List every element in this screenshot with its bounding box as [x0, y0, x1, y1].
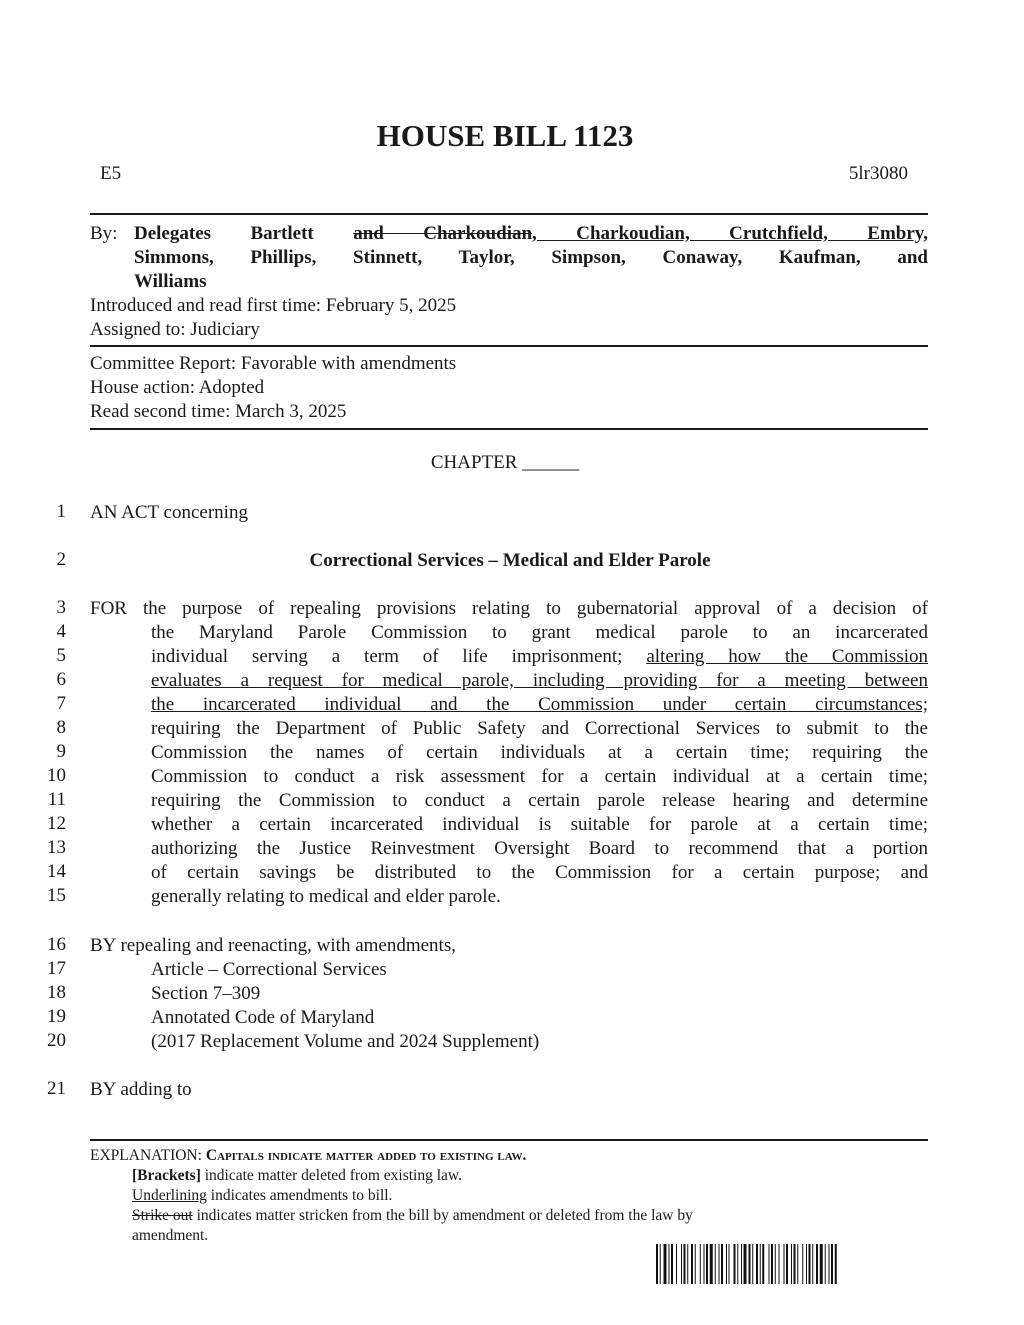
purpose-line: requiring the Department of Public Safety and Correctional Services to submit to the [151, 718, 928, 739]
barcode-icon [656, 1244, 904, 1284]
line-number: 5 [56, 645, 66, 666]
barcode-bar [734, 1244, 736, 1284]
committee-divider-top [90, 345, 928, 347]
explanation-underlining [90, 1186, 928, 1206]
explanation-block [90, 1146, 928, 1246]
citation-line: Article – Correctional Services [151, 959, 387, 980]
line-number: 12 [47, 813, 66, 834]
barcode-bar [744, 1244, 747, 1284]
barcode-bar [806, 1244, 807, 1284]
amendment-line: the incarcerated individual and the Commission under certain circumstances; [151, 694, 928, 715]
barcode-bar [676, 1244, 677, 1284]
barcode-bar [756, 1244, 758, 1284]
barcode-bar [762, 1244, 764, 1284]
brackets-sample: [Brackets] [132, 1167, 201, 1184]
subject-code: E5 [100, 163, 122, 184]
barcode-bar [775, 1244, 776, 1284]
sponsor-struck: and Charkoudian [353, 223, 533, 244]
explanation-brackets [90, 1166, 928, 1186]
barcode-bar [687, 1244, 688, 1284]
barcode-bar [794, 1244, 796, 1284]
committee-report: Committee Report: Favorable with amendments [90, 353, 457, 374]
by-label: By: [90, 223, 118, 244]
barcode-bar [835, 1244, 837, 1284]
line-number: 11 [47, 789, 66, 810]
strike-note: indicates matter stricken from the bill by amendment or deleted from the law by [192, 1207, 693, 1224]
purpose-line: whether a certain incarcerated individual is suitable for parole at a certain time; [151, 814, 928, 835]
barcode-bar [831, 1244, 833, 1284]
barcode-bar [710, 1244, 713, 1284]
line-number: 20 [47, 1030, 66, 1051]
act-heading: AN ACT concerning [90, 502, 248, 523]
barcode-bar [671, 1244, 673, 1284]
line-number: 21 [47, 1078, 66, 1099]
barcode-bar [706, 1244, 708, 1284]
barcode-bar [791, 1244, 792, 1284]
barcode-bar [802, 1244, 803, 1284]
barcode-bar [771, 1244, 773, 1284]
purpose-line [151, 645, 928, 669]
barcode-bar [809, 1244, 811, 1284]
explanation-strike [90, 1206, 928, 1226]
line-number: 13 [47, 837, 66, 858]
barcode-bar [812, 1244, 813, 1284]
barcode-bar [741, 1244, 742, 1284]
amendment-line: evaluates a request for medical parole, including providing for a meeting between [151, 670, 928, 691]
barcode-bar [737, 1244, 738, 1284]
line-number: 18 [47, 982, 66, 1003]
brackets-note: indicate matter deleted from existing law. [200, 1167, 462, 1184]
line-number: 6 [56, 669, 66, 690]
committee-divider-bottom [90, 428, 928, 430]
sponsor-added-1: , Charkoudian, Crutchfield, Embry, [532, 223, 929, 244]
barcode-bar [729, 1244, 730, 1284]
by-clause: BY repealing and reenacting, with amendments, [90, 935, 456, 956]
line-number: 8 [56, 717, 66, 738]
barcode-bar [691, 1244, 693, 1284]
header-divider [90, 213, 928, 215]
barcode-bar [660, 1244, 661, 1284]
sponsor-added-3: Williams [134, 271, 207, 292]
barcode-bar [769, 1244, 770, 1284]
introduced-date: Introduced and read first time: February 5, 2025 [90, 295, 457, 316]
barcode-bar [656, 1244, 658, 1284]
explanation-label: EXPLANATION: [90, 1147, 206, 1164]
committee-block [90, 352, 456, 424]
line-number: 1 [56, 501, 66, 522]
bill-title: HOUSE BILL 1123 [376, 118, 634, 153]
line-number: 19 [47, 1006, 66, 1027]
assigned-committee: Assigned to: Judiciary [90, 319, 260, 340]
bill-subject: Correctional Services – Medical and Elder Parole [309, 550, 711, 571]
line-number: 3 [56, 597, 66, 618]
purpose-text: individual serving a term of life imprisonment; [151, 646, 647, 667]
barcode-bar [797, 1244, 798, 1284]
second-reading: Read second time: March 3, 2025 [90, 401, 347, 422]
barcode-bar [786, 1244, 788, 1284]
explanation-divider [90, 1139, 928, 1141]
explanation-capitals [90, 1146, 928, 1166]
barcode-bar [752, 1244, 753, 1284]
sponsor-lead: Delegates Bartlett [134, 223, 314, 244]
barcode-bar [749, 1244, 751, 1284]
purpose-line: authorizing the Justice Reinvestment Oversight Board to recommend that a portion [151, 838, 928, 859]
barcode-bar [784, 1244, 785, 1284]
line-number: 10 [47, 765, 66, 786]
barcode-bar [760, 1244, 761, 1284]
barcode-bar [704, 1244, 705, 1284]
barcode-bar [664, 1244, 667, 1284]
chapter-line: CHAPTER ______ [430, 452, 580, 473]
barcode-bar [825, 1244, 826, 1284]
line-number: 17 [47, 958, 66, 979]
purpose-line: FOR the purpose of repealing provisions relating to gubernatorial approval of a decision of [90, 598, 928, 619]
barcode-bar [681, 1244, 682, 1284]
barcode-bar [820, 1244, 823, 1284]
purpose-line: generally relating to medical and elder parole. [151, 886, 501, 907]
barcode-bar [779, 1244, 780, 1284]
line-number: 2 [56, 549, 66, 570]
barcode-bar [719, 1244, 720, 1284]
underlining-sample: Underlining [132, 1187, 207, 1204]
citation-line: Annotated Code of Maryland [151, 1007, 375, 1028]
barcode-bar [684, 1244, 686, 1284]
barcode-bar [726, 1244, 727, 1284]
barcode-bar [721, 1244, 723, 1284]
sponsor-list [134, 222, 928, 246]
purpose-line: the Maryland Parole Commission to grant medical parole to an incarcerated [151, 622, 928, 643]
barcode-bar [816, 1244, 818, 1284]
line-number: 9 [56, 741, 66, 762]
explanation-strike-cont: amendment. [132, 1227, 209, 1244]
line-number: 15 [47, 885, 66, 906]
sponsor-added-2: Simmons, Phillips, Stinnett, Taylor, Simpson, Conaway, Kaufman, and [134, 247, 928, 268]
house-action: House action: Adopted [90, 377, 265, 398]
barcode-bar [700, 1244, 701, 1284]
barcode-bar [829, 1244, 830, 1284]
purpose-line: Commission the names of certain individuals at a certain time; requiring the [151, 742, 928, 763]
purpose-line: requiring the Commission to conduct a certain parole release hearing and determine [151, 790, 928, 811]
capitals-note: Capitals indicate matter added to existing law. [205, 1147, 527, 1164]
barcode-bar [695, 1244, 696, 1284]
barcode-bar [669, 1244, 670, 1284]
purpose-line: of certain savings be distributed to the Commission for a certain purpose; and [151, 862, 928, 883]
sponsor-block [90, 222, 928, 342]
barcode-bar [715, 1244, 716, 1284]
citation-line: (2017 Replacement Volume and 2024 Supplement) [151, 1031, 540, 1052]
citation-line: Section 7–309 [151, 983, 261, 1004]
line-number: 14 [47, 861, 66, 882]
drafting-code: 5lr3080 [848, 163, 908, 184]
purpose-line: Commission to conduct a risk assessment for a certain individual at a certain time; [151, 766, 928, 787]
by-clause: BY adding to [90, 1079, 192, 1100]
amendment-text: altering how the Commission [646, 646, 928, 667]
strike-sample: Strike out [132, 1207, 193, 1224]
line-number: 16 [47, 934, 66, 955]
line-number: 4 [56, 621, 66, 642]
underlining-note: indicates amendments to bill. [206, 1187, 393, 1204]
line-number: 7 [56, 693, 66, 714]
